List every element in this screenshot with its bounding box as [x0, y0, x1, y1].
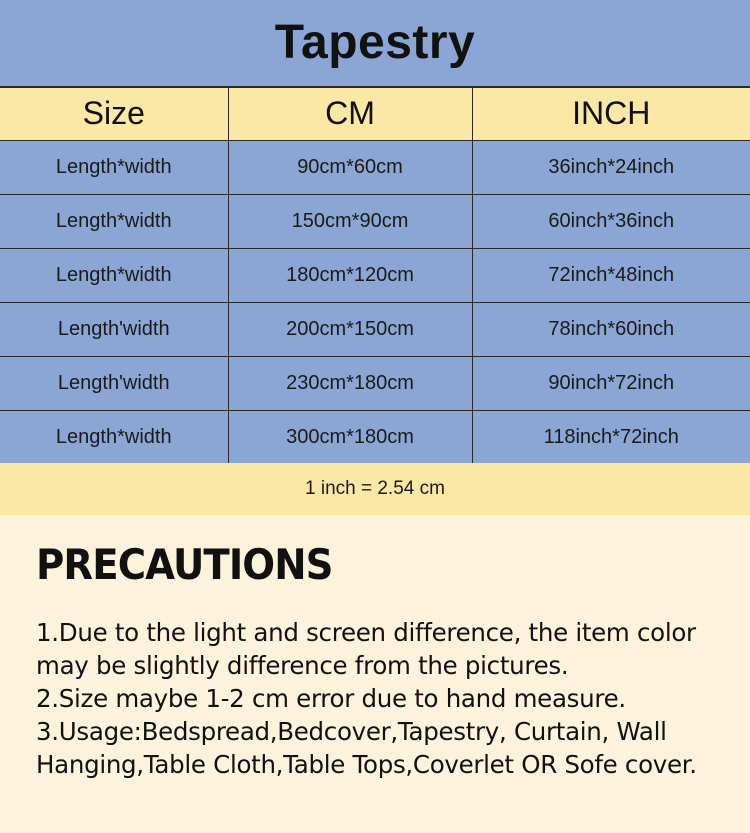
- title-band: [0, 0, 750, 86]
- size-cell: Length'width: [0, 356, 228, 410]
- table-row: [0, 410, 750, 464]
- precaution-item: 3.Usage:Bedspread,Bedcover,Tapestry, Curtain, Wall Hanging,Table Cloth,Table Tops,Coverlet OR Sofe cover.: [36, 717, 697, 779]
- size-cell: Length*width: [0, 410, 228, 464]
- inch-cell: 60inch*36inch: [472, 194, 750, 248]
- table-row: [0, 302, 750, 356]
- cm-cell: 300cm*180cm: [228, 410, 472, 464]
- size-cell: Length'width: [0, 302, 228, 356]
- table-row: [0, 194, 750, 248]
- header-cm: CM: [228, 87, 472, 140]
- conversion-note-band: [0, 463, 750, 515]
- inch-cell: 78inch*60inch: [472, 302, 750, 356]
- page-title: Tapestry: [274, 15, 476, 69]
- size-cell: Length*width: [0, 194, 228, 248]
- cm-cell: 90cm*60cm: [228, 140, 472, 194]
- precautions-list: [36, 616, 736, 781]
- size-cell: Length*width: [0, 248, 228, 302]
- table-row: [0, 140, 750, 194]
- header-size: Size: [0, 87, 228, 140]
- precaution-item: 1.Due to the light and screen difference, the item color may be slightly difference from the pictures.: [36, 618, 696, 680]
- table-header-row: [0, 87, 750, 140]
- table-row: [0, 248, 750, 302]
- inch-cell: 90inch*72inch: [472, 356, 750, 410]
- precautions-heading: PRECAUTIONS: [36, 540, 333, 589]
- cm-cell: 200cm*150cm: [228, 302, 472, 356]
- inch-cell: 118inch*72inch: [472, 410, 750, 464]
- inch-cell: 72inch*48inch: [472, 248, 750, 302]
- size-table: [0, 86, 750, 465]
- precaution-item: 2.Size maybe 1-2 cm error due to hand measure.: [36, 684, 626, 713]
- conversion-note: 1 inch = 2.54 cm: [305, 478, 445, 499]
- cm-cell: 180cm*120cm: [228, 248, 472, 302]
- inch-cell: 36inch*24inch: [472, 140, 750, 194]
- table-row: [0, 356, 750, 410]
- cm-cell: 230cm*180cm: [228, 356, 472, 410]
- size-cell: Length*width: [0, 140, 228, 194]
- cm-cell: 150cm*90cm: [228, 194, 472, 248]
- header-inch: INCH: [472, 87, 750, 140]
